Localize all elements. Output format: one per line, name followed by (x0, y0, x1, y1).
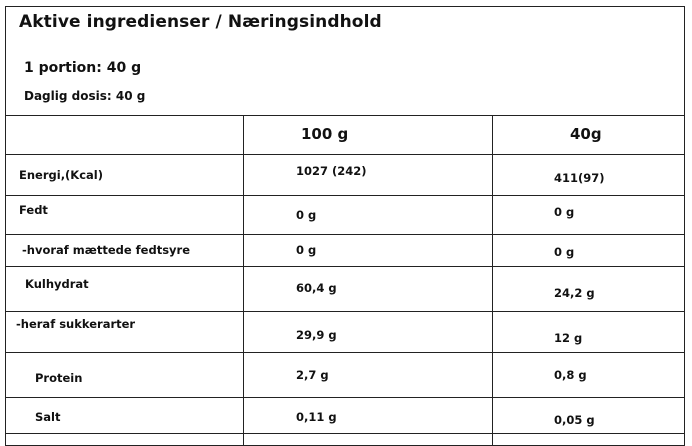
value-per-100g: 0 g (296, 208, 317, 222)
row-divider (5, 266, 685, 267)
page-title: Aktive ingredienser / Næringsindhold (19, 12, 382, 32)
row-divider (5, 352, 685, 353)
row-divider (5, 397, 685, 398)
value-per-100g: 0,11 g (296, 410, 337, 424)
value-per-40g: 12 g (554, 331, 583, 345)
row-label: Protein (35, 371, 83, 385)
value-per-40g: 24,2 g (554, 286, 595, 300)
daily-dose: Daglig dosis: 40 g (24, 89, 146, 103)
column-header-100g: 100 g (301, 125, 349, 143)
value-per-100g: 1027 (242) (296, 164, 367, 178)
row-label: Fedt (19, 203, 48, 217)
value-per-100g: 60,4 g (296, 281, 337, 295)
column-header-40g: 40g (570, 125, 602, 143)
value-per-40g: 411(97) (554, 171, 605, 185)
value-per-40g: 0 g (554, 245, 575, 259)
table-top-border (5, 115, 685, 116)
row-label: Energi,(Kcal) (19, 168, 103, 182)
row-divider (5, 234, 685, 235)
row-divider (5, 311, 685, 312)
row-label: Salt (35, 410, 61, 424)
row-label: -heraf sukkerarter (16, 317, 136, 331)
row-label: Kulhydrat (25, 277, 89, 291)
row-divider (5, 433, 685, 434)
column-divider (492, 115, 493, 445)
value-per-40g: 0,05 g (554, 413, 595, 427)
portion-size: 1 portion: 40 g (24, 60, 142, 76)
column-divider (243, 115, 244, 445)
value-per-100g: 29,9 g (296, 328, 337, 342)
value-per-100g: 2,7 g (296, 368, 329, 382)
value-per-40g: 0,8 g (554, 368, 587, 382)
row-divider (5, 195, 685, 196)
value-per-100g: 0 g (296, 243, 317, 257)
row-label: -hvoraf mættede fedtsyre (22, 243, 191, 257)
row-divider (5, 154, 685, 155)
value-per-40g: 0 g (554, 205, 575, 219)
